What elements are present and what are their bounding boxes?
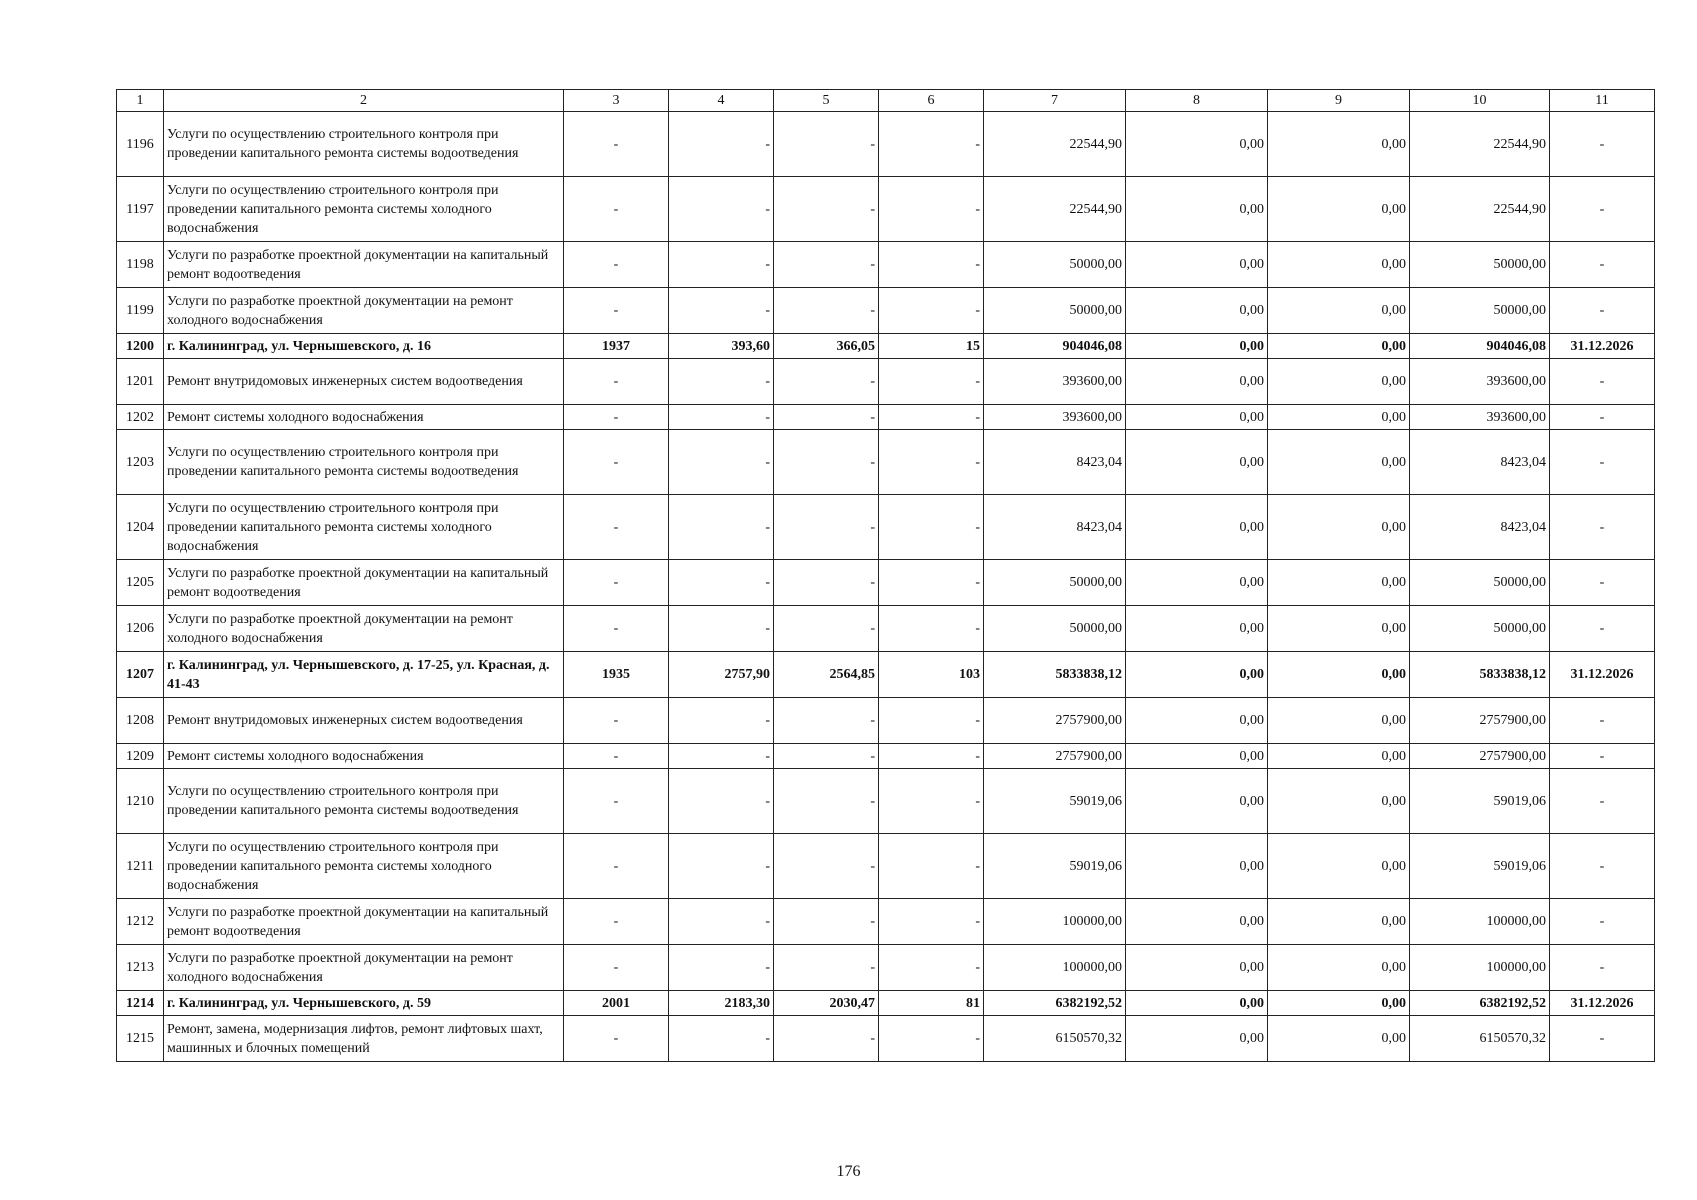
cell-col10: 2757900,00 [1410,744,1550,769]
cell-col10: 50000,00 [1410,560,1550,606]
row-description: г. Калининград, ул. Чернышевского, д. 16 [164,334,564,359]
register-table [116,89,1655,1062]
cell-col5: - [774,242,879,288]
table-row [117,112,1655,177]
cell-col7: 8423,04 [984,430,1126,495]
cell-col10: 393600,00 [1410,359,1550,405]
cell-col8: 0,00 [1126,899,1268,945]
row-number: 1202 [117,405,164,430]
cell-col11: - [1550,288,1655,334]
cell-col9: 0,00 [1268,834,1410,899]
column-number-header-row [117,90,1655,112]
table-row [117,899,1655,945]
cell-col8: 0,00 [1126,288,1268,334]
column-header: 6 [879,90,984,112]
row-description: Услуги по осуществлению строительного контроля при проведении капитального ремонта системы водоотведения [164,112,564,177]
cell-col3: - [564,242,669,288]
cell-col4: - [669,1016,774,1062]
row-description: Услуги по разработке проектной документации на ремонт холодного водоснабжения [164,945,564,991]
cell-col11: - [1550,560,1655,606]
cell-col7: 22544,90 [984,112,1126,177]
table-row [117,606,1655,652]
cell-col9: 0,00 [1268,359,1410,405]
cell-col6: - [879,744,984,769]
table-row [117,288,1655,334]
cell-col7: 5833838,12 [984,652,1126,698]
cell-col6: - [879,769,984,834]
cell-col5: - [774,744,879,769]
cell-col9: 0,00 [1268,334,1410,359]
cell-col4: - [669,288,774,334]
column-header: 4 [669,90,774,112]
cell-col9: 0,00 [1268,769,1410,834]
cell-col3: 2001 [564,991,669,1016]
cell-col7: 50000,00 [984,288,1126,334]
cell-col9: 0,00 [1268,430,1410,495]
cell-col11: - [1550,899,1655,945]
cell-col6: 81 [879,991,984,1016]
cell-col7: 50000,00 [984,606,1126,652]
cell-col10: 22544,90 [1410,112,1550,177]
cell-col3: 1935 [564,652,669,698]
cell-col4: - [669,495,774,560]
cell-col8: 0,00 [1126,652,1268,698]
table-row [117,495,1655,560]
row-number: 1203 [117,430,164,495]
column-header: 1 [117,90,164,112]
cell-col3: 1937 [564,334,669,359]
table-row [117,991,1655,1016]
column-header: 10 [1410,90,1550,112]
table-row [117,177,1655,242]
table-row [117,334,1655,359]
cell-col9: 0,00 [1268,606,1410,652]
cell-col9: 0,00 [1268,288,1410,334]
cell-col10: 393600,00 [1410,405,1550,430]
cell-col10: 100000,00 [1410,899,1550,945]
row-number: 1213 [117,945,164,991]
cell-col5: - [774,112,879,177]
row-number: 1215 [117,1016,164,1062]
cell-col6: - [879,177,984,242]
cell-col5: - [774,560,879,606]
cell-col3: - [564,899,669,945]
table-row [117,430,1655,495]
cell-col5: - [774,899,879,945]
row-description: Услуги по осуществлению строительного контроля при проведении капитального ремонта системы водоотведения [164,430,564,495]
cell-col5: - [774,834,879,899]
column-header: 5 [774,90,879,112]
cell-col11: - [1550,359,1655,405]
cell-col7: 22544,90 [984,177,1126,242]
cell-col4: - [669,430,774,495]
cell-col3: - [564,405,669,430]
cell-col8: 0,00 [1126,359,1268,405]
cell-col9: 0,00 [1268,991,1410,1016]
cell-col6: - [879,945,984,991]
row-description: Услуги по разработке проектной документации на капитальный ремонт водоотведения [164,899,564,945]
cell-col4: - [669,359,774,405]
cell-col11: - [1550,606,1655,652]
cell-col6: - [879,1016,984,1062]
column-header: 11 [1550,90,1655,112]
cell-col6: 103 [879,652,984,698]
table-row [117,359,1655,405]
cell-col7: 2757900,00 [984,744,1126,769]
cell-col3: - [564,288,669,334]
cell-col5: 366,05 [774,334,879,359]
row-description: Услуги по разработке проектной документации на капитальный ремонт водоотведения [164,560,564,606]
cell-col4: - [669,177,774,242]
cell-col3: - [564,495,669,560]
row-number: 1207 [117,652,164,698]
cell-col11: - [1550,112,1655,177]
cell-col5: - [774,405,879,430]
cell-col10: 6382192,52 [1410,991,1550,1016]
row-number: 1196 [117,112,164,177]
cell-col6: - [879,698,984,744]
cell-col9: 0,00 [1268,652,1410,698]
cell-col4: - [669,834,774,899]
cell-col10: 904046,08 [1410,334,1550,359]
row-number: 1206 [117,606,164,652]
cell-col11: - [1550,1016,1655,1062]
row-number: 1199 [117,288,164,334]
row-number: 1209 [117,744,164,769]
cell-col8: 0,00 [1126,495,1268,560]
column-header: 7 [984,90,1126,112]
cell-col4: 393,60 [669,334,774,359]
cell-col4: - [669,405,774,430]
cell-col10: 59019,06 [1410,834,1550,899]
cell-col7: 100000,00 [984,899,1126,945]
row-number: 1198 [117,242,164,288]
cell-col8: 0,00 [1126,1016,1268,1062]
cell-col11: 31.12.2026 [1550,991,1655,1016]
cell-col9: 0,00 [1268,112,1410,177]
cell-col11: 31.12.2026 [1550,652,1655,698]
row-description: Услуги по осуществлению строительного контроля при проведении капитального ремонта системы водоотведения [164,769,564,834]
table-row [117,560,1655,606]
row-description: Ремонт внутридомовых инженерных систем водоотведения [164,698,564,744]
cell-col9: 0,00 [1268,744,1410,769]
cell-col4: - [669,769,774,834]
cell-col8: 0,00 [1126,991,1268,1016]
table-row [117,242,1655,288]
cell-col4: - [669,899,774,945]
row-description: Услуги по осуществлению строительного контроля при проведении капитального ремонта системы холодного водоснабжения [164,495,564,560]
cell-col3: - [564,769,669,834]
row-description: Ремонт системы холодного водоснабжения [164,744,564,769]
cell-col6: - [879,495,984,560]
cell-col11: - [1550,242,1655,288]
cell-col5: - [774,430,879,495]
cell-col10: 8423,04 [1410,430,1550,495]
cell-col5: - [774,495,879,560]
cell-col10: 100000,00 [1410,945,1550,991]
row-description: г. Калининград, ул. Чернышевского, д. 17-25, ул. Красная, д. 41-43 [164,652,564,698]
cell-col7: 50000,00 [984,242,1126,288]
cell-col4: - [669,945,774,991]
cell-col5: - [774,177,879,242]
cell-col7: 904046,08 [984,334,1126,359]
cell-col9: 0,00 [1268,495,1410,560]
cell-col6: - [879,242,984,288]
cell-col7: 6150570,32 [984,1016,1126,1062]
table-row [117,945,1655,991]
cell-col11: - [1550,744,1655,769]
cell-col8: 0,00 [1126,744,1268,769]
row-number: 1204 [117,495,164,560]
table-body [117,112,1655,1062]
cell-col4: - [669,242,774,288]
cell-col7: 50000,00 [984,560,1126,606]
cell-col4: - [669,606,774,652]
cell-col8: 0,00 [1126,334,1268,359]
cell-col3: - [564,1016,669,1062]
column-header: 8 [1126,90,1268,112]
table-row [117,405,1655,430]
cell-col3: - [564,112,669,177]
cell-col3: - [564,834,669,899]
cell-col10: 50000,00 [1410,242,1550,288]
cell-col10: 5833838,12 [1410,652,1550,698]
cell-col11: - [1550,405,1655,430]
cell-col4: - [669,744,774,769]
cell-col7: 393600,00 [984,359,1126,405]
row-description: Услуги по осуществлению строительного контроля при проведении капитального ремонта системы холодного водоснабжения [164,834,564,899]
cell-col3: - [564,177,669,242]
row-description: Услуги по осуществлению строительного контроля при проведении капитального ремонта системы холодного водоснабжения [164,177,564,242]
cell-col5: 2030,47 [774,991,879,1016]
cell-col7: 2757900,00 [984,698,1126,744]
cell-col7: 8423,04 [984,495,1126,560]
row-number: 1208 [117,698,164,744]
cell-col5: - [774,1016,879,1062]
column-header: 2 [164,90,564,112]
cell-col5: - [774,359,879,405]
cell-col9: 0,00 [1268,242,1410,288]
table-row [117,744,1655,769]
table-row [117,769,1655,834]
cell-col6: - [879,606,984,652]
row-description: Услуги по разработке проектной документации на ремонт холодного водоснабжения [164,606,564,652]
row-description: Ремонт внутридомовых инженерных систем водоотведения [164,359,564,405]
cell-col5: - [774,606,879,652]
column-header: 9 [1268,90,1410,112]
cell-col5: - [774,769,879,834]
row-number: 1201 [117,359,164,405]
cell-col11: - [1550,945,1655,991]
cell-col6: - [879,430,984,495]
cell-col5: 2564,85 [774,652,879,698]
table-row [117,652,1655,698]
cell-col6: - [879,560,984,606]
cell-col8: 0,00 [1126,112,1268,177]
cell-col6: - [879,405,984,430]
page-number: 176 [836,1163,861,1180]
cell-col11: - [1550,495,1655,560]
row-number: 1197 [117,177,164,242]
cell-col11: - [1550,698,1655,744]
cell-col8: 0,00 [1126,945,1268,991]
cell-col11: - [1550,769,1655,834]
table-row [117,834,1655,899]
row-description: Услуги по разработке проектной документации на ремонт холодного водоснабжения [164,288,564,334]
cell-col8: 0,00 [1126,834,1268,899]
cell-col10: 2757900,00 [1410,698,1550,744]
cell-col6: - [879,288,984,334]
cell-col3: - [564,945,669,991]
cell-col6: - [879,834,984,899]
cell-col5: - [774,945,879,991]
row-number: 1200 [117,334,164,359]
register-table-wrapper [116,89,1654,1062]
cell-col3: - [564,744,669,769]
cell-col9: 0,00 [1268,405,1410,430]
cell-col11: - [1550,834,1655,899]
cell-col6: - [879,112,984,177]
cell-col10: 50000,00 [1410,288,1550,334]
cell-col7: 6382192,52 [984,991,1126,1016]
row-description: г. Калининград, ул. Чернышевского, д. 59 [164,991,564,1016]
table-row [117,1016,1655,1062]
cell-col8: 0,00 [1126,177,1268,242]
cell-col9: 0,00 [1268,560,1410,606]
cell-col8: 0,00 [1126,606,1268,652]
cell-col9: 0,00 [1268,945,1410,991]
cell-col8: 0,00 [1126,769,1268,834]
cell-col11: - [1550,177,1655,242]
cell-col10: 59019,06 [1410,769,1550,834]
cell-col11: - [1550,430,1655,495]
cell-col8: 0,00 [1126,405,1268,430]
cell-col10: 50000,00 [1410,606,1550,652]
cell-col7: 59019,06 [984,769,1126,834]
cell-col6: 15 [879,334,984,359]
cell-col10: 22544,90 [1410,177,1550,242]
cell-col9: 0,00 [1268,899,1410,945]
cell-col8: 0,00 [1126,430,1268,495]
row-number: 1214 [117,991,164,1016]
cell-col8: 0,00 [1126,698,1268,744]
cell-col4: 2183,30 [669,991,774,1016]
cell-col7: 393600,00 [984,405,1126,430]
cell-col11: 31.12.2026 [1550,334,1655,359]
row-number: 1210 [117,769,164,834]
row-number: 1205 [117,560,164,606]
cell-col3: - [564,698,669,744]
row-number: 1212 [117,899,164,945]
cell-col3: - [564,560,669,606]
row-description: Ремонт системы холодного водоснабжения [164,405,564,430]
cell-col9: 0,00 [1268,1016,1410,1062]
cell-col3: - [564,430,669,495]
cell-col4: 2757,90 [669,652,774,698]
table-row [117,698,1655,744]
cell-col8: 0,00 [1126,560,1268,606]
cell-col8: 0,00 [1126,242,1268,288]
cell-col5: - [774,698,879,744]
cell-col3: - [564,606,669,652]
row-description: Услуги по разработке проектной документации на капитальный ремонт водоотведения [164,242,564,288]
column-header: 3 [564,90,669,112]
cell-col7: 59019,06 [984,834,1126,899]
cell-col6: - [879,359,984,405]
cell-col3: - [564,359,669,405]
cell-col4: - [669,112,774,177]
cell-col9: 0,00 [1268,177,1410,242]
cell-col5: - [774,288,879,334]
cell-col4: - [669,560,774,606]
cell-col10: 6150570,32 [1410,1016,1550,1062]
row-description: Ремонт, замена, модернизация лифтов, ремонт лифтовых шахт, машинных и блочных помещений [164,1016,564,1062]
cell-col9: 0,00 [1268,698,1410,744]
cell-col7: 100000,00 [984,945,1126,991]
cell-col4: - [669,698,774,744]
cell-col6: - [879,899,984,945]
cell-col10: 8423,04 [1410,495,1550,560]
row-number: 1211 [117,834,164,899]
